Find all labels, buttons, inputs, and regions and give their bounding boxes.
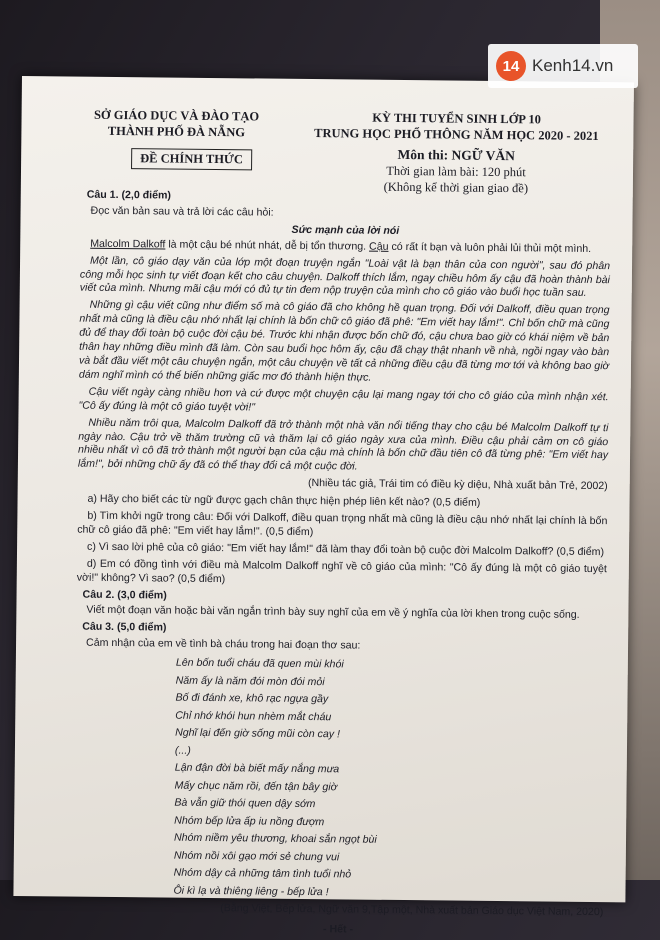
question-1-label: Câu 1. (2,0 điểm) — [86, 188, 172, 202]
passage-paragraph-4: Cậu viết ngày càng nhiều hơn và cứ được một chuyện cậu lại mang ngay tới cho cô giáo của mình nhận xét. "Cô ấy đúng là một cô giáo tuyệt vời!" — [78, 385, 609, 414]
header-department — [81, 107, 271, 141]
dept-line-2: THÀNH PHỐ ĐÀ NẴNG — [107, 123, 246, 140]
poem-line: Nhóm dậy cả những tâm tình tuổi nhỏ — [173, 866, 352, 881]
poem-line: Mấy chục năm rồi, đến tận bây giờ — [174, 779, 338, 794]
passage-paragraph-1 — [80, 237, 610, 256]
kenh14-site-name: Kenh14.vn — [532, 56, 614, 75]
paragraph-text: là một cậu bé nhút nhát, dễ bị tổn thương. — [165, 238, 370, 253]
paragraph-text: có rất ít bạn và luôn phải lủi thủi một mình. — [388, 240, 592, 255]
poem-line: Nhóm bếp lửa ấp iu nồng đượm — [174, 814, 325, 828]
passage-paragraph-2: Một lần, cô giáo dạy văn của lớp một đoạn truyện ngắn "Loài vật là bạn thân của con người", sau đó phân công mỗi học sinh tự viết đoạn kết cho câu chuyện. Dalkoff thích lắm, ngay chiều hôm ấy cậu đã hoàn thành bài viết của mình. Nhưng mãi cậu mới có đủ tự tin đem nộp truyện của mình cho cô giáo vào buổi học tuần sau. — [79, 254, 611, 300]
poem-line: Nhóm nồi xôi gạo mới sẻ chung vui — [173, 849, 340, 864]
exam-time: Thời gian làm bài: 120 phút — [386, 163, 526, 180]
exam-line-2: TRUNG HỌC PHỔ THÔNG NĂM HỌC 2020 - 2021 — [314, 126, 599, 144]
passage-title: Sức mạnh của lời nói — [291, 223, 400, 237]
question-1-instruction: Đọc văn bản sau và trả lời các câu hỏi: — [90, 204, 274, 219]
poem-line: Nhóm niềm yêu thương, khoai sắn ngọt bùi — [173, 831, 377, 846]
exam-line-1: KỲ THI TUYỂN SINH LỚP 10 — [372, 110, 541, 127]
passage-paragraph-5: Nhiều năm trôi qua, Malcolm Dalkoff đã trở thành một nhà văn nổi tiếng thay cho cậu bé Malcolm Dalkoff tự ti ngày nào. Cậu trở về thăm trường cũ và thăm lại cô giáo ngày xưa của mình. Điều cậu phải cảm ơn cô giáo nhiều nhất vì cô đã trở thành một người bạn của cậu mà chính là bốn chữ đầu tiên cô đã từng phê: "Em viết hay lắm!", bởi những chữ ấy đã có thể thay đổi cả một cuộc đời. — [77, 416, 609, 473]
header-exam — [311, 109, 602, 197]
poem-line: Bố đi đánh xe, khô rạc ngựa gầy — [175, 691, 329, 706]
poem-line: Nghĩ lại đến giờ sống mũi còn cay ! — [175, 726, 340, 741]
question-1a: a) Hãy cho biết các từ ngữ được gạch chân thực hiện phép liên kết nào? (0,5 điểm) — [87, 492, 481, 509]
poem-line: Chỉ nhớ khói hun nhèm mắt cháu — [175, 709, 332, 723]
underlined-pronoun: Cậu — [369, 240, 389, 253]
question-2-text: Viết một đoạn văn hoặc bài văn ngắn trình bày suy nghĩ của em về ý nghĩa của lời khen trong cuộc sống. — [86, 604, 580, 622]
question-2-label: Câu 2. (3,0 điểm) — [82, 588, 167, 602]
dept-line-1: SỞ GIÁO DỤC VÀ ĐÀO TẠO — [93, 107, 260, 124]
poem-line: (...) — [174, 744, 191, 757]
question-1c: c) Vì sao lời phê của cô giáo: "Em viết hay lắm!" đã làm thay đổi toàn bộ cuộc đời Malcolm Dalkoff? (0,5 điểm) — [87, 540, 605, 558]
exam-body — [73, 187, 611, 940]
underlined-name: Malcolm Dalkoff — [90, 237, 166, 251]
kenh14-badge-icon: 14 — [496, 51, 526, 81]
poem-source: (Bằng Việt, Bếp lửa, Ngữ văn 9,Tập một, Nhà xuất bản Giáo dục Việt Nam, 2020) — [220, 902, 604, 919]
poem-line: Bà vẫn giữ thói quen dậy sớm — [174, 796, 316, 811]
passage-source: (Nhiều tác giả, Trái tim có điều kỳ diệu, Nhà xuất bản Trẻ, 2002) — [307, 477, 608, 493]
exam-time-note: (Không kể thời gian giao đề) — [383, 179, 529, 196]
exam-subject: Môn thi: NGỮ VĂN — [397, 146, 515, 164]
question-3-text: Cảm nhận của em về tình bà cháu trong hai đoạn thơ sau: — [86, 636, 361, 652]
question-3-label: Câu 3. (5,0 điểm) — [82, 621, 167, 634]
question-1d: d) Em có đồng tình với điều mà Malcolm Dalkoff nghĩ về cô giáo của mình: "Cô ấy đúng là một cô giáo tuyệt vời!" không? Vì sao? (0,5 điểm) — [76, 557, 607, 585]
exam-paper — [13, 76, 634, 936]
kenh14-watermark — [488, 44, 638, 88]
question-1b: b) Tìm khởi ngữ trong câu: Đối với Dalkoff, điều quan trọng nhất mà cũng là điều cậu nhớ nhất lại chính là bốn chữ cô giáo đã phê: "Em viết hay lắm!". (0,5 điểm) — [77, 509, 608, 539]
official-stamp-box: ĐỀ CHÍNH THỨC — [131, 148, 252, 170]
poem-line: Lận đận đời bà biết mấy nắng mưa — [174, 761, 340, 776]
poem-line: Năm ấy là năm đói mòn đói mỏi — [175, 674, 325, 688]
passage-paragraph-3: Những gì cậu viết cũng như điểm số mà cô giáo đã cho không hề quan trọng. Đối với Dalkoff, điều quan trọng nhất mà cũng là điều cậu nhớ nhất lại chính là bốn chữ cô giáo đã phê: "Em viết hay lắm!". Chỉ bốn chữ mà cũng đủ để thay đổi toàn bộ cuộc đời cậu bé. Trước khi nhận được bốn chữ đó, cậu chưa bao giờ có khái niệm về bản thân hay những điều mình đã làm. Còn sau buổi học hôm ấy, cậu đã chạy thật nhanh về nhà, ngồi ngay vào bàn và bắt đầu viết một câu chuyện ngắn, một câu chuyện về tất cả những điều cậu đã từng mơ tới và không bao giờ dám nghĩ mình có thể biến những giấc mơ đó thành hiện thực. — [78, 299, 610, 384]
poem-line: Lên bốn tuổi cháu đã quen mùi khói — [175, 656, 344, 671]
end-marker: - Hết - — [323, 923, 354, 936]
poem-line: Ôi kì lạ và thiêng liêng - bếp lửa ! — [173, 884, 329, 898]
poem — [173, 655, 606, 904]
